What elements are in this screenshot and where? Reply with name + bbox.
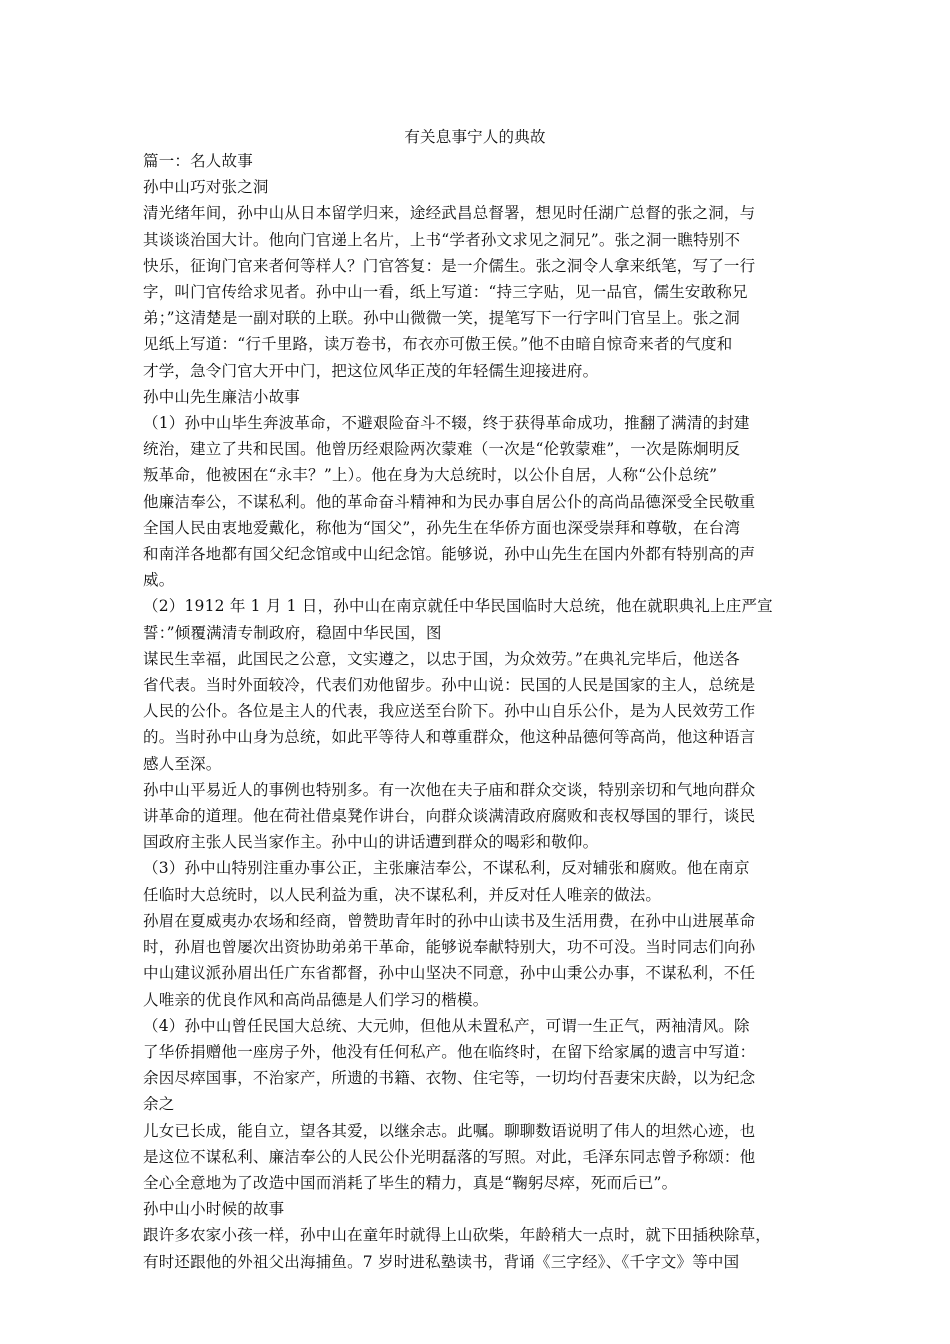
text-line: 清光绪年间，孙中山从日本留学归来，途经武昌总督署，想见时任湖广总督的张之洞，与 <box>143 204 756 223</box>
text-line: （2）1912 年 1 月 1 日，孙中山在南京就任中华民国临时大总统，他在就职典礼上庄严宣 <box>143 597 773 616</box>
text-line: （1）孙中山毕生奔波革命，不避艰险奋斗不辍，终于获得革命成功，推翻了满清的封建 <box>143 414 750 433</box>
text-line: 才学，急令门官大开中门，把这位风华正茂的年轻儒生迎接进府。 <box>143 361 599 380</box>
text-line: 威。 <box>143 571 175 590</box>
text-line: 感人至深。 <box>143 754 222 773</box>
text-line: 人民的公仆。各位是主人的代表，我应送至台阶下。孙中山自乐公仆，是为人民效劳工作 <box>143 702 756 721</box>
text-line: 谋民生幸福，此国民之公意，文实遵之，以忠于国，为众效劳。”在典礼完毕后，他送各 <box>143 649 740 668</box>
text-line: 余因尽瘁国事，不治家产，所遗的书籍、衣物、住宅等，一切均付吾妻宋庆龄，以为纪念 <box>143 1069 756 1088</box>
text-line: （4）孙中山曾任民国大总统、大元帅，但他从未置私产，可谓一生正气，两袖清风。除 <box>143 1016 750 1035</box>
text-line: 了华侨捐赠他一座房子外，他没有任何私产。他在临终时，在留下给家属的遗言中写道： <box>143 1042 756 1061</box>
text-line: 其谈谈治国大计。他向门官递上名片，上书“学者孙文求见之洞兄”。张之洞一瞧特别不 <box>143 230 741 249</box>
text-line: 孙眉在夏威夷办农场和经商，曾赞助青年时的孙中山读书及生活用费，在孙中山进展革命 <box>143 911 756 930</box>
text-line: 快乐，征询门官来者何等样人？门官答复：是一介儒生。张之洞令人拿来纸笔，写了一行 <box>143 256 756 275</box>
text-line: 跟许多农家小孩一样，孙中山在童年时就得上山砍柴，年龄稍大一点时，就下田插秧除草， <box>143 1226 772 1245</box>
document-title: 有关息事宁人的典故 <box>404 128 546 146</box>
text-line: 时，孙眉也曾屡次出资协助弟弟干革命，能够说奉献特别大，功不可没。当时同志们向孙 <box>143 938 756 957</box>
text-line: 字，叫门官传给求见者。孙中山一看，纸上写道：“持三字贴，见一品官，儒生安敢称兄 <box>143 283 748 302</box>
text-line: 中山建议派孙眉出任广东省都督，孙中山坚决不同意，孙中山秉公办事，不谋私利，不任 <box>143 964 756 983</box>
text-line: 誓：”倾覆满清专制政府，稳固中华民国，图 <box>143 623 442 642</box>
text-line: 人唯亲的优良作风和高尚品德是人们学习的楷模。 <box>143 990 489 1009</box>
text-line: 孙中山小时候的故事 <box>143 1200 285 1219</box>
text-line: 孙中山先生廉洁小故事 <box>143 387 301 406</box>
text-line: 的。当时孙中山身为总统，如此平等待人和尊重群众，他这种品德何等高尚，他这种语言 <box>143 728 756 747</box>
text-line: 省代表。当时外面较冷，代表们劝他留步。孙中山说：民国的人民是国家的主人，总统是 <box>143 676 756 695</box>
text-line: 全心全意地为了改造中国而消耗了毕生的精力，真是“鞠躬尽瘁，死而后已”。 <box>143 1173 678 1192</box>
text-line: 国政府主张人民当家作主。孙中山的讲话遭到群众的喝彩和敬仰。 <box>143 833 599 852</box>
text-line: 孙中山巧对张之洞 <box>143 178 269 197</box>
text-line: 有时还跟他的外祖父出海捕鱼。7 岁时进私塾读书，背诵《三字经》、《千字文》等中国 <box>143 1252 740 1271</box>
document-body <box>143 148 808 1275</box>
text-line: 余之 <box>143 1095 175 1114</box>
text-line: 孙中山平易近人的事例也特别多。有一次他在夫子庙和群众交谈，特别亲切和气地向群众 <box>143 780 756 799</box>
text-line: 他廉洁奉公，不谋私利。他的革命奋斗精神和为民办事自居公仆的高尚品德深受全民敬重 <box>143 492 756 511</box>
text-line: 篇一：名人故事 <box>143 152 253 170</box>
text-line: 叛革命，他被困在“永丰？”上）。他在身为大总统时，以公仆自居，人称“公仆总统” <box>143 466 718 485</box>
text-line: 见纸上写道：“行千里路，读万卷书，布衣亦可傲王侯。”他不由暗自惊奇来者的气度和 <box>143 335 733 354</box>
text-line: 儿女已长成，能自立，望各其爱，以继余志。此嘱。聊聊数语说明了伟人的坦然心迹，也 <box>143 1121 756 1140</box>
text-line: 是这位不谋私利、廉洁奉公的人民公仆光明磊落的写照。对此，毛泽东同志曾予称颂：他 <box>143 1147 756 1166</box>
text-line: 讲革命的道理。他在荷社借桌凳作讲台，向群众谈满清政府腐败和丧权辱国的罪行，谈民 <box>143 807 756 826</box>
text-line: 全国人民由衷地爱戴化，称他为“国父”，孙先生在华侨方面也深受崇拜和尊敬，在台湾 <box>143 518 741 537</box>
text-line: 弟；”这清楚是一副对联的上联。孙中山微微一笑，提笔写下一行字叫门官呈上。张之洞 <box>143 309 740 328</box>
text-line: 和南洋各地都有国父纪念馆或中山纪念馆。能够说，孙中山先生在国内外都有特别高的声 <box>143 545 756 564</box>
text-line: （3）孙中山特别注重办事公正，主张廉洁奉公，不谋私利，反对辅张和腐败。他在南京 <box>143 859 750 878</box>
text-line: 统治，建立了共和民国。他曾历经艰险两次蒙难（一次是“伦敦蒙难”，一次是陈炯明反 <box>143 440 741 459</box>
text-line: 任临时大总统时，以人民利益为重，决不谋私利，并反对任人唯亲的做法。 <box>143 885 662 904</box>
